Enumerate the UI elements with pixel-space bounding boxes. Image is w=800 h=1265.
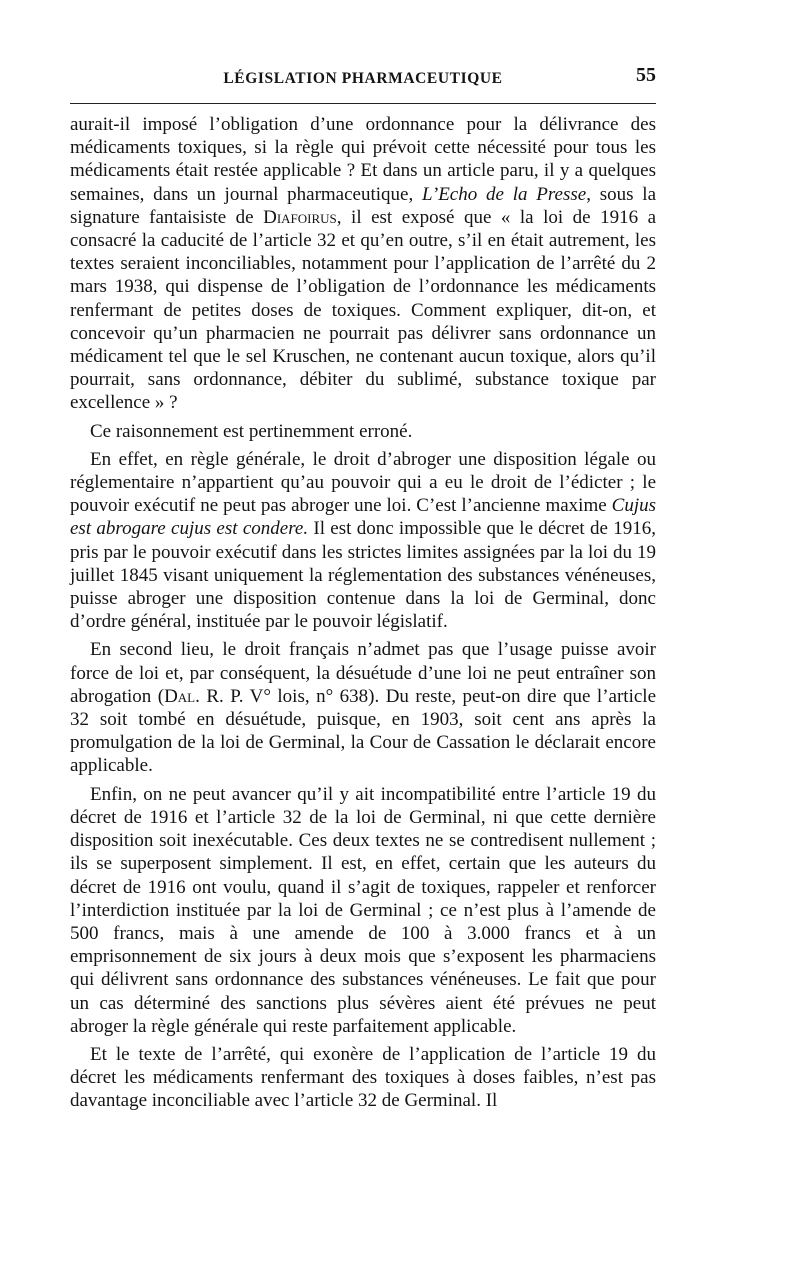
dalloz-reference: Dal.	[164, 685, 200, 707]
paragraph-1-text-c: , il est exposé que « la loi de 1916 a consacré la caducité de l’article 32 et qu’en outre, s’il en était autrement, les textes seraient inconciliables, notamment pour l’application de l’arrêté du 2 mars 1938, qui dispense de l’obligation de l’ordonnance les médicaments renfermant de petites doses de toxiques. Comment expliquer, dit-on, et concevoir qu’un pharmacien ne pourrait pas délivrer sans ordonnance un médicament tel que le sel Kruschen, ne contenant aucun toxique, alors qu’il pourrait, sans ordonnance, débiter du sublimé, substance toxique par excellence » ?	[70, 206, 657, 414]
paragraph-1-text-a: aurait-il imposé l’obligation d’une ordonnance pour la délivrance des médicaments toxiques, si la règle qui prévoit cette nécessité pour tous les médicaments était restée applicable ? Et dans un article paru, il y a quelques semaines, dans un journal pharmaceutique,	[70, 114, 656, 205]
running-header	[70, 64, 656, 94]
paragraph-6: Et le texte de l’arrêté, qui exonère de l’application de l’article 19 du décret les médicaments renfermant des toxiques à doses faibles, n’est pas davantage inconciliable avec l’article 32 de Germinal. Il	[70, 1043, 656, 1112]
body-text	[70, 113, 656, 1113]
paragraph-3	[70, 448, 656, 634]
paragraph-1-text-b: , sous la signature fantaisiste de	[70, 183, 657, 228]
paragraph-4	[70, 638, 656, 777]
paragraph-1	[70, 113, 656, 415]
paragraph-4-text-a: En second lieu, le droit français n’admet pas que l’usage puisse avoir force de loi et, par conséquent, la désuétude d’une loi ne peut entraîner son abrogation (	[70, 639, 656, 707]
page-number: 55	[636, 64, 656, 86]
paragraph-3-text-b: Il est donc impossible que le décret de 1916, pris par le pouvoir exécutif dans les strictes limites assignées par la loi du 19 juillet 1845 visant uniquement la réglementation des substances vénéneuses, puisse abroger une disposition contenue dans la loi de Germinal, donc d’ordre général, instituée par le pouvoir législatif.	[70, 518, 656, 633]
paragraph-3-text-a: En effet, en règle générale, le droit d’abroger une disposition légale ou réglementaire n’appartient qu’au pouvoir qui a eu le droit de l’édicter ; le pouvoir exécutif ne peut pas abroger une loi. C’est l’ancienne maxime	[70, 448, 656, 517]
journal-title: L’Echo de la Presse	[422, 183, 587, 205]
author-pseudonym: Diafoirus	[263, 206, 337, 228]
paragraph-2: Ce raisonnement est pertinemment erroné.	[90, 420, 413, 442]
running-title: LÉGISLATION PHARMACEUTIQUE	[223, 70, 503, 87]
paragraph-4-text-b: R. P. V° lois, n° 638). Du reste, peut-on dire que l’article 32 soit tombé en désuétude, puisque, en 1903, soit cent ans après la promulgation de la loi de Germinal, la Cour de Cassation le déclarait encore applicable.	[70, 685, 657, 777]
header-rule	[70, 103, 656, 104]
paragraph-5: Enfin, on ne peut avancer qu’il y ait incompatibilité entre l’article 19 du décret de 1916 et l’article 32 de la loi de Germinal, ni que cette dernière disposition soit inexécutable. Ces deux textes ne se contredisent nullement ; ils se superposent simplement. Il est, en effet, certain que les auteurs du décret de 1916 ont voulu, quand il s’agit de toxiques, rappeler et renforcer l’interdiction instituée par la loi de Germinal ; ce n’est plus à l’amende de 500 francs, mais à une amende de 100 à 3.000 francs et à un emprisonnement de six jours à deux mois que s’exposent les pharmaciens qui délivrent sans ordonnance des substances vénéneuses. Le fait que pour un cas déterminé des sanctions plus sévères aient été prévues ne peut abroger la règle générale qui reste parfaitement applicable.	[70, 783, 656, 1037]
latin-maxim: Cujus est abrogare cujus est condere.	[70, 495, 656, 540]
